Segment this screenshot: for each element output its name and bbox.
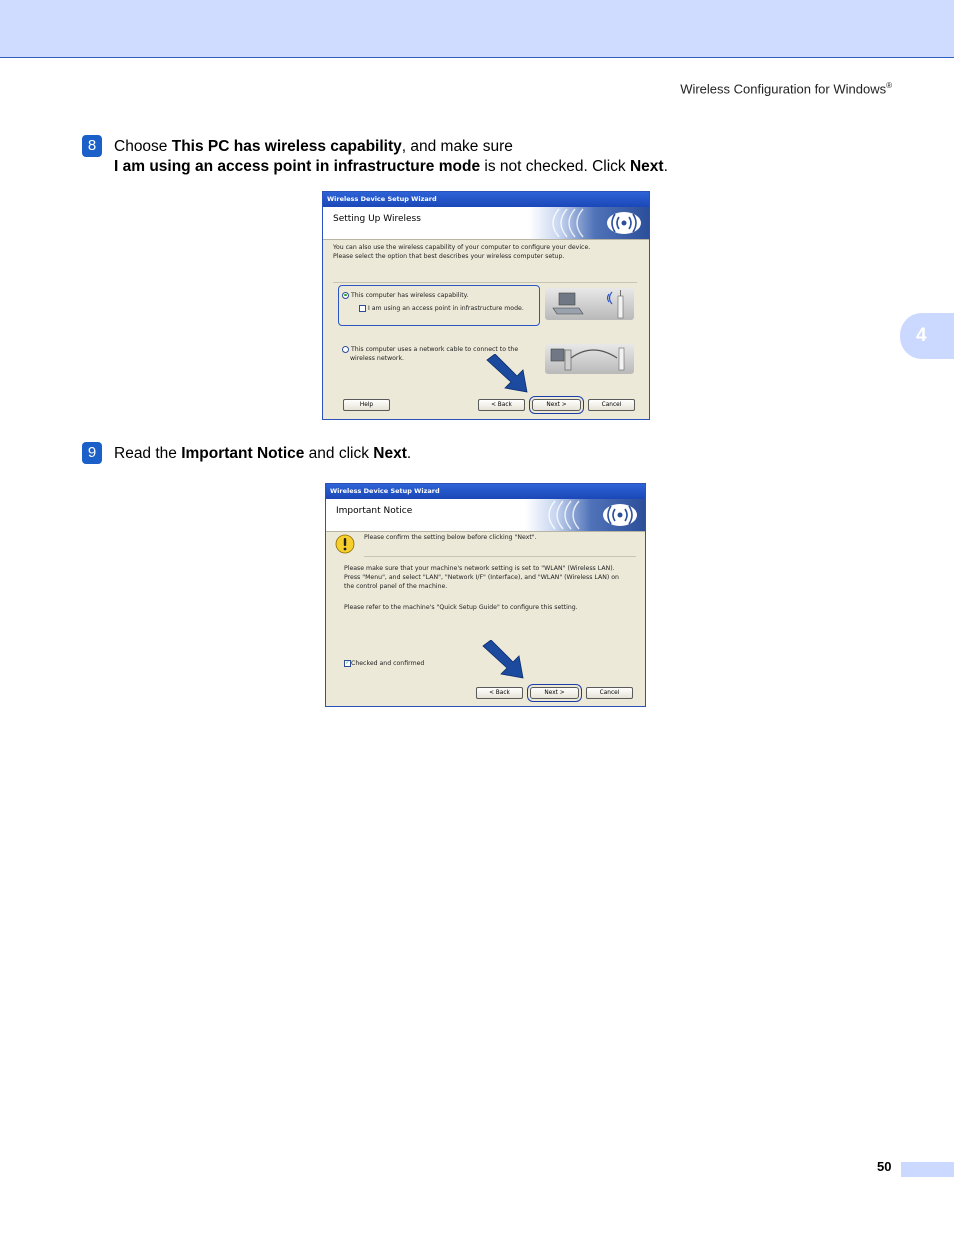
dialog-header-title: Setting Up Wireless	[333, 214, 421, 224]
chapter-tab: 4	[900, 313, 954, 359]
running-header: Wireless Configuration for Windows®	[680, 81, 892, 97]
option-wireless-capability[interactable]: This computer has wireless capability.	[342, 291, 468, 300]
step-9	[82, 444, 411, 464]
step-8-text: Choose This PC has wireless capability, and make sure I am using an access point in infrastructure mode is not checked. Click Next.	[114, 138, 668, 175]
checkbox-checked-icon[interactable]: ✓	[345, 659, 350, 666]
next-button[interactable]: Next >	[530, 687, 579, 699]
pointing-arrow-icon	[483, 354, 533, 396]
radio-unselected-icon[interactable]	[342, 346, 349, 353]
back-button[interactable]: < Back	[476, 687, 523, 699]
page-number: 50	[877, 1159, 892, 1174]
next-button[interactable]: Next >	[532, 399, 581, 411]
footer-band	[901, 1162, 954, 1177]
step-8	[82, 137, 668, 177]
confirm-instruction: Please confirm the setting below before clicking "Next".	[364, 534, 537, 541]
quick-setup-note: Please refer to the machine's "Quick Setup Guide" to configure this setting.	[344, 604, 578, 611]
top-header-band	[0, 0, 954, 58]
help-button[interactable]: Help	[343, 399, 390, 411]
important-notice-dialog	[325, 483, 646, 707]
wireless-logo-icon	[529, 207, 649, 239]
laptop-wireless-image	[545, 288, 634, 320]
separator	[364, 556, 636, 557]
notice-paragraph: Please make sure that your machine's network setting is set to "WLAN" (Wireless LAN). Press "Menu", and select "LAN", "Network I/F" (Interface), and "WLAN" (Wireless LAN) on the control panel of the machine.	[344, 565, 619, 590]
separator	[333, 282, 637, 283]
checked-confirmed-checkbox[interactable]: ✓Checked and confirmed	[345, 659, 425, 667]
option-network-cable[interactable]: This computer uses a network cable to connect to the wireless network.	[342, 345, 518, 363]
dialog-title-bar: Wireless Device Setup Wizard	[323, 192, 649, 207]
dialog-header-title: Important Notice	[336, 506, 413, 516]
dialog-title-bar: Wireless Device Setup Wizard	[326, 484, 645, 499]
wireless-logo-icon	[525, 499, 645, 531]
setting-up-wireless-dialog	[322, 191, 650, 420]
cancel-button[interactable]: Cancel	[588, 399, 635, 411]
pointing-arrow-icon	[479, 640, 529, 682]
radio-selected-icon[interactable]	[342, 292, 349, 299]
option-infrastructure-mode[interactable]: I am using an access point in infrastructure mode.	[359, 304, 524, 313]
step-9-text: Read the Important Notice and click Next.	[114, 445, 412, 462]
back-button[interactable]: < Back	[478, 399, 525, 411]
intro-text: You can also use the wireless capability of your computer to configure your device. Please select the option that best describes your wireless computer setup.	[333, 244, 591, 260]
warning-icon	[335, 534, 355, 554]
step-number-badge: 9	[82, 442, 102, 464]
cancel-button[interactable]: Cancel	[586, 687, 633, 699]
step-number-badge: 8	[82, 135, 102, 157]
dialog-header	[323, 207, 649, 240]
dialog-header	[326, 499, 645, 532]
wired-network-image	[545, 344, 634, 374]
checkbox-unchecked-icon[interactable]	[359, 305, 366, 312]
